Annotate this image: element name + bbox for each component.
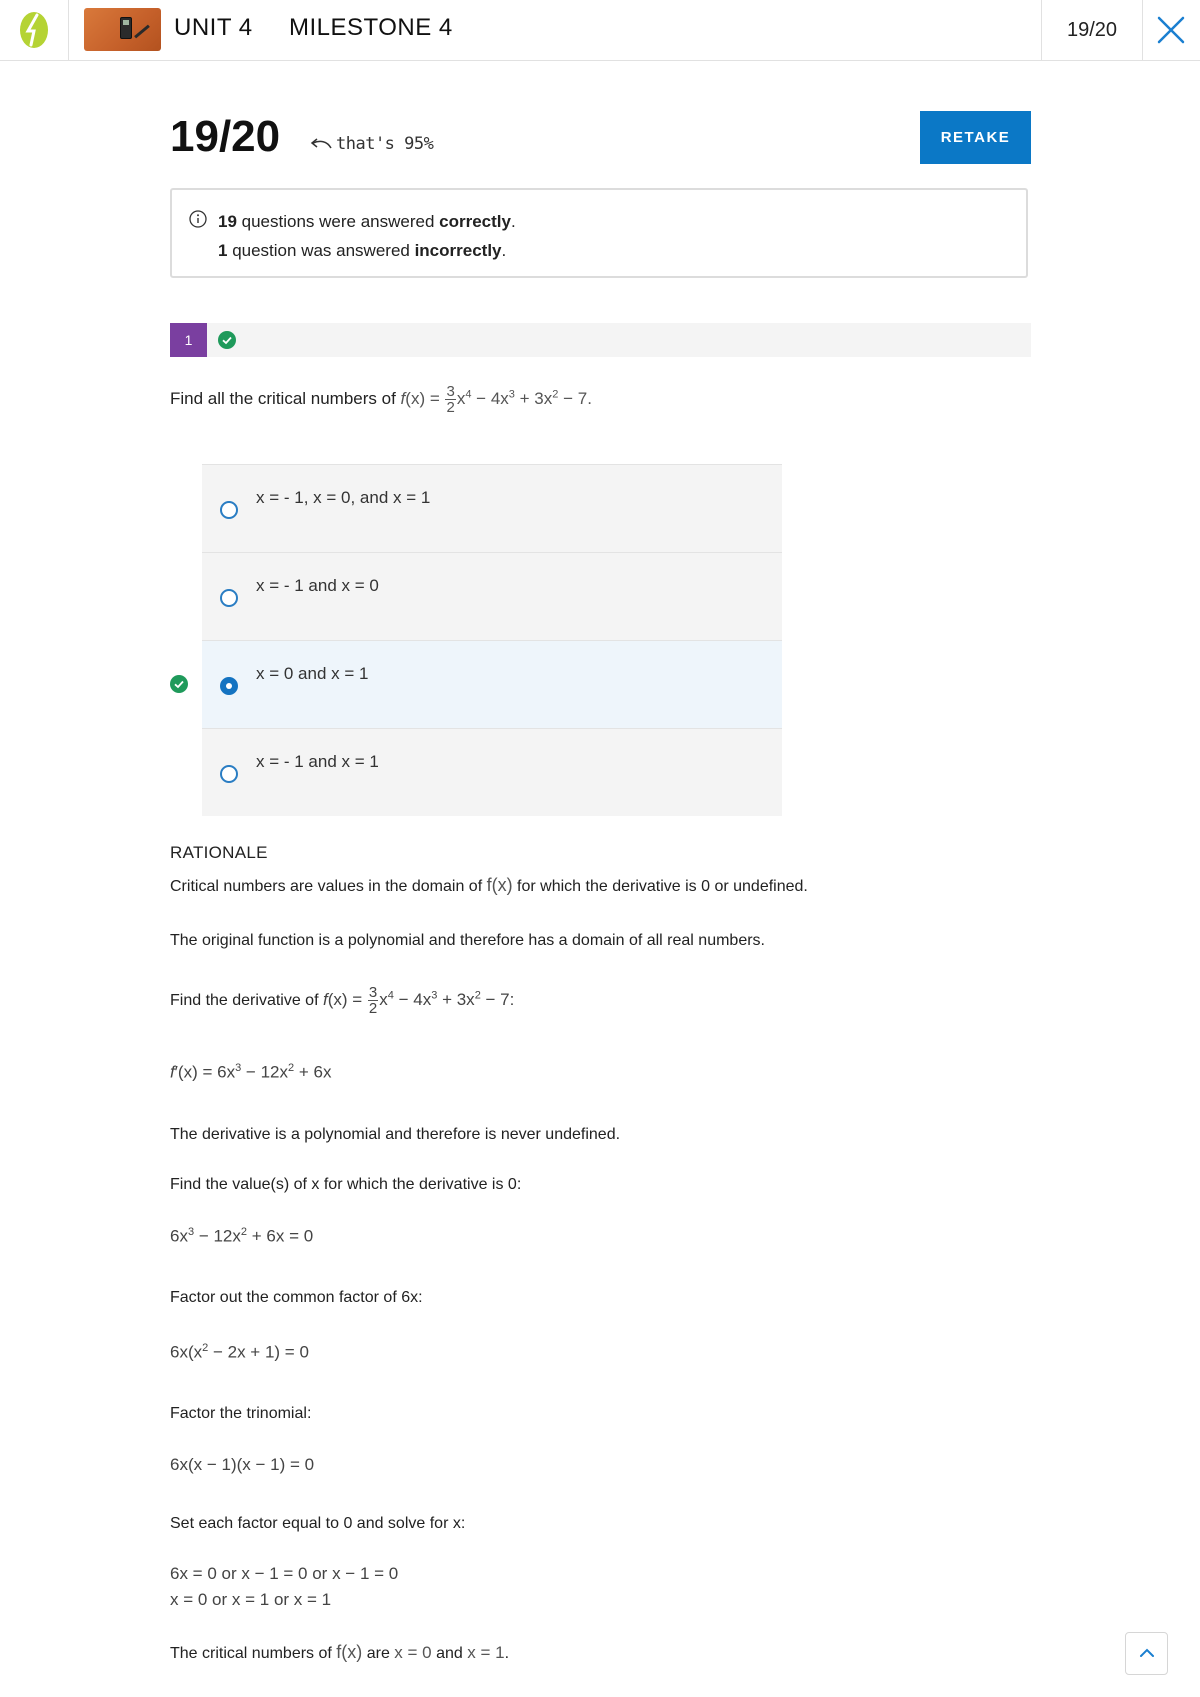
curved-arrow-icon <box>310 137 332 151</box>
rationale-title: RATIONALE <box>170 843 268 862</box>
conclusion-x1: x = 1 <box>467 1643 505 1662</box>
derivative-equation: $f'(x) = 6x^3 - 12x^2 + 6x$ <box>170 1062 332 1082</box>
answer-options <box>202 464 782 816</box>
radio-button[interactable] <box>220 765 238 783</box>
rationale-p6: Factor out the common factor of 6x: <box>170 1289 423 1306</box>
rationale-p1-end: for which the derivative is 0 or undefined. <box>512 878 808 895</box>
retake-button[interactable]: RETAKE <box>920 111 1031 164</box>
answer-option-1[interactable] <box>202 464 782 552</box>
results-summary <box>170 188 1028 278</box>
score-percent-text: that's 95% <box>336 134 434 154</box>
close-icon[interactable] <box>1155 14 1187 46</box>
rationale-p1 <box>170 875 808 896</box>
radio-button[interactable] <box>220 501 238 519</box>
milestone-label: MILESTONE 4 <box>289 14 453 41</box>
calculator-image <box>120 17 132 39</box>
answer-option-4[interactable] <box>202 728 782 816</box>
solve-line-2: x = 0 or x = 1 or x = 1 <box>170 1590 332 1609</box>
summary-correct <box>218 212 516 232</box>
rationale-p8: Set each factor equal to 0 and solve for x: <box>170 1515 466 1532</box>
correct-answer-check-icon <box>170 675 188 693</box>
unit-label: UNIT 4 <box>174 14 253 41</box>
answer-option-3[interactable] <box>202 640 782 728</box>
solve-line-1: 6x = 0 or x − 1 = 0 or x − 1 = 0 <box>170 1564 399 1583</box>
rationale-conclusion <box>170 1642 509 1663</box>
conclusion-period: . <box>504 1645 510 1662</box>
incorrect-count: 1 <box>218 241 228 260</box>
chevron-up-icon[interactable] <box>1139 1647 1155 1659</box>
radio-button[interactable] <box>220 589 238 607</box>
question-number: 1 <box>170 323 207 357</box>
conclusion-fx: f(x) <box>336 1642 363 1662</box>
pencil-image <box>134 25 150 39</box>
scroll-to-top-button[interactable] <box>1125 1632 1168 1675</box>
factored-equation: $6x(x^2 - 2x + 1) = 0$ <box>170 1342 309 1362</box>
top-bar <box>0 0 1200 61</box>
sophia-logo-icon[interactable] <box>19 11 49 49</box>
option-text: x = - 1 and x = 1 <box>256 752 379 771</box>
rationale-p3 <box>170 985 514 1016</box>
total-score: 19/20 <box>170 112 281 161</box>
rationale-p7: Factor the trinomial: <box>170 1405 312 1422</box>
info-icon <box>189 210 207 228</box>
incorrect-text: question was answered <box>227 241 415 260</box>
rationale-p5: Find the value(s) of x for which the derivative is 0: <box>170 1176 522 1193</box>
conclusion-start: The critical numbers of <box>170 1645 337 1662</box>
radio-button-selected[interactable] <box>220 677 238 695</box>
incorrect-period: . <box>501 241 507 260</box>
conclusion-x0: x = 0 <box>394 1643 432 1662</box>
correct-text: questions were answered <box>236 212 440 231</box>
original-function: f(x) = $\frac{3}{2}$ $x^4 - 4x^3 + 3x^2 - 7$: <box>322 984 515 1017</box>
close-button[interactable] <box>1155 14 1187 46</box>
conclusion-and: and <box>431 1645 468 1662</box>
rationale-p3-text: Find the derivative of <box>170 991 323 1009</box>
unit-thumbnail <box>84 8 161 51</box>
correct-count: 19 <box>218 212 237 231</box>
check-circle-icon <box>218 331 236 349</box>
header-score: 19/20 <box>1041 0 1143 60</box>
option-text: x = - 1 and x = 0 <box>256 576 379 595</box>
derivative-zero-equation: $6x^3 - 12x^2 + 6x = 0$ <box>170 1226 314 1246</box>
rationale-p4: The derivative is a polynomial and therefore is never undefined. <box>170 1126 621 1143</box>
conclusion-are: are <box>362 1645 395 1662</box>
trinomial-factored-equation: 6x(x − 1)(x − 1) = 0 <box>170 1455 315 1474</box>
correct-period: . <box>510 212 516 231</box>
fx-label: f(x) <box>486 875 513 895</box>
logo-cell[interactable] <box>0 0 69 60</box>
option-text: x = - 1, x = 0, and x = 1 <box>256 488 431 507</box>
score-percent-note <box>310 134 433 154</box>
rationale-p2: The original function is a polynomial and therefore has a domain of all real numbers. <box>170 932 765 949</box>
option-text: x = 0 and x = 1 <box>256 664 369 683</box>
incorrect-word: incorrectly <box>414 241 502 260</box>
question-prompt-text: Find all the critical numbers of <box>170 388 401 408</box>
question-header <box>170 323 1031 357</box>
rationale-p1-start: Critical numbers are values in the domain of <box>170 878 487 895</box>
correct-word: correctly <box>439 212 511 231</box>
question-function: f(x) = $\frac{3}{2}$ $x^4 - 4x^3 + 3x^2 - 7$. <box>400 383 592 416</box>
question-prompt <box>170 384 592 415</box>
summary-incorrect <box>218 241 506 261</box>
answer-option-2[interactable] <box>202 552 782 640</box>
